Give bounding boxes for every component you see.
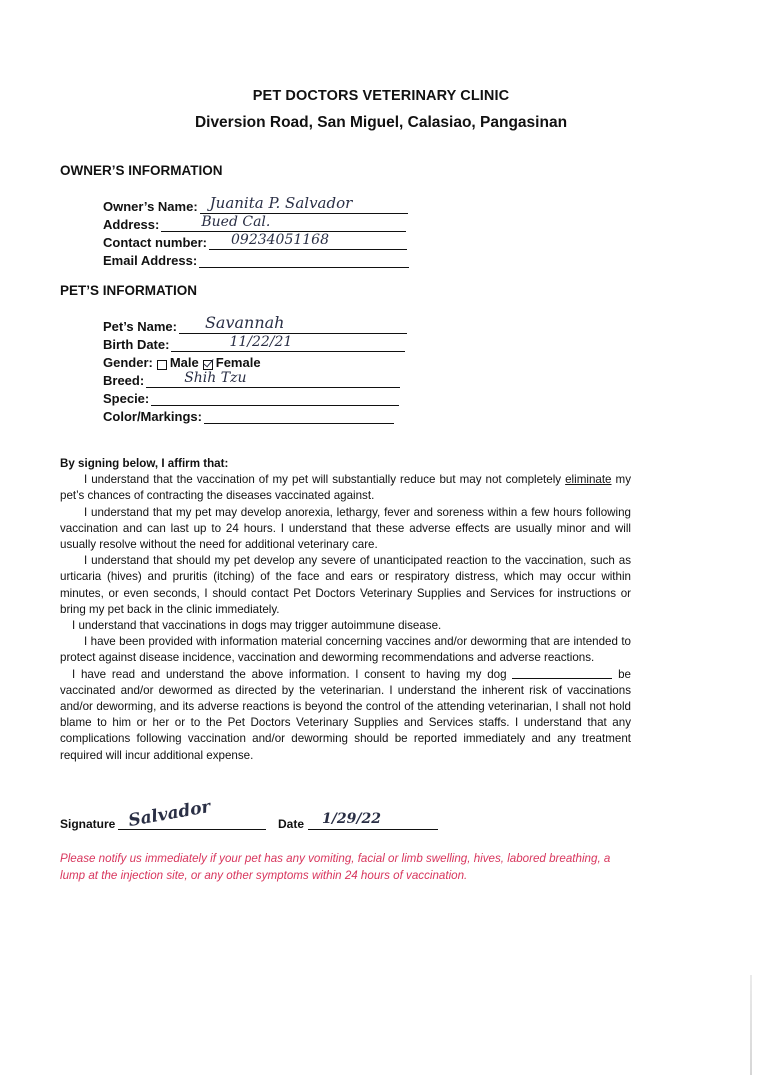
consent-paragraph-6: I have read and understand the above information. I consent to having my dog be vaccinated and/or dewormed as directed by the veterinarian. I understand the inherent risk of vaccinations and/or deworming, and its adverse reactions is beyond the control of the attending veterinarian, I shall not hold blame to him or her or to the Pet Doctors Veterinary Supplies and Services staffs. I understand that any complications following vaccination and/or deworming should be reported immediately and any treatment required will incur additional expense. [60, 667, 631, 762]
male-checkbox[interactable] [157, 360, 167, 370]
pet-birth-label: Birth Date: [103, 337, 170, 352]
date-label: Date [278, 817, 305, 831]
owner-address-value: Bued Cal. [201, 214, 271, 230]
consent-paragraph-5: I have been provided with information material concerning vaccines and/or deworming that are intended to protect against disease incidence, vaccination and deworming recommendations and adverse reactions. [60, 635, 631, 665]
owner-section-title: OWNER’S INFORMATION [60, 163, 223, 178]
owner-name-field[interactable] [103, 196, 408, 214]
pet-gender-label: Gender: [103, 355, 153, 370]
owner-address-label: Address: [103, 217, 160, 232]
male-option-label: Male [169, 355, 199, 370]
signature-value: Salvador [126, 796, 212, 832]
owner-name-label: Owner’s Name: [103, 199, 198, 214]
pet-specie-label: Specie: [103, 391, 150, 406]
pet-birth-value: 11/22/21 [229, 334, 293, 350]
owner-name-value: Juanita P. Salvador [209, 194, 353, 212]
date-line[interactable] [308, 829, 438, 830]
consent-paragraph-4: I understand that vaccinations in dogs may trigger autoimmune disease. [72, 619, 442, 633]
pet-gender-field[interactable] [103, 352, 261, 370]
form-header [0, 88, 762, 132]
consent-paragraph-3: I understand that should my pet develop any severe of unanticipated reaction to the vaccination, such as urticaria (hives) and pruritis (itching) of the face and ears or respiratory distress, which may occur within minutes, or even seconds, I should contact Pet Doctors Veterinary Supplies and Services for instructions or bring my pet back in the clinic immediately. [60, 554, 631, 616]
pet-breed-label: Breed: [103, 373, 145, 388]
pet-name-value: Savannah [204, 313, 285, 332]
consent-intro: By signing below, I affirm that: [60, 457, 229, 470]
pet-name-label: Pet’s Name: [103, 319, 177, 334]
pet-birth-field[interactable] [103, 334, 405, 352]
consent-paragraph-2: I understand that my pet may develop anorexia, lethargy, fever and soreness within a few hours following vaccination and can last up to 24 hours. I understand that these adverse effects are usually minor and will usually resolve without the need for additional veterinary care. [60, 505, 631, 552]
pet-color-field[interactable] [103, 406, 394, 424]
pet-breed-value: Shih Tzu [184, 370, 247, 386]
consent-paragraph-1: I understand that the vaccination of my pet will substantially reduce but may not completely eliminate my pet’s chances of contracting the diseases vaccinated against. [60, 473, 631, 503]
clinic-name: PET DOCTORS VETERINARY CLINIC [252, 88, 510, 104]
signature-label: Signature [60, 817, 116, 831]
consent-text [60, 456, 631, 764]
dog-name-blank[interactable] [512, 667, 612, 679]
owner-contact-value: 09234051168 [231, 232, 329, 248]
owner-email-label: Email Address: [103, 253, 198, 268]
pet-specie-field[interactable] [103, 388, 399, 406]
female-checkbox[interactable] [203, 360, 213, 370]
pet-breed-field[interactable] [103, 370, 400, 388]
owner-contact-field[interactable] [103, 232, 407, 250]
pet-name-field[interactable] [103, 313, 407, 334]
notice-text: Please notify us immediately if your pet has any vomiting, facial or limb swelling, hives, labored breathing, a lump at the injection site, or any other symptoms within 24 hours of vaccination. [60, 852, 611, 882]
owner-address-field[interactable] [103, 214, 406, 232]
clinic-address: Diversion Road, San Miguel, Calasiao, Pangasinan [194, 114, 568, 131]
owner-email-field[interactable] [103, 250, 409, 268]
pet-color-label: Color/Markings: [103, 409, 202, 424]
scan-edge [750, 975, 752, 1075]
date-value: 1/29/22 [322, 811, 381, 827]
female-option-label: Female [215, 355, 261, 370]
owner-contact-label: Contact number: [103, 235, 207, 250]
pet-section-title: PET’S INFORMATION [60, 283, 197, 298]
